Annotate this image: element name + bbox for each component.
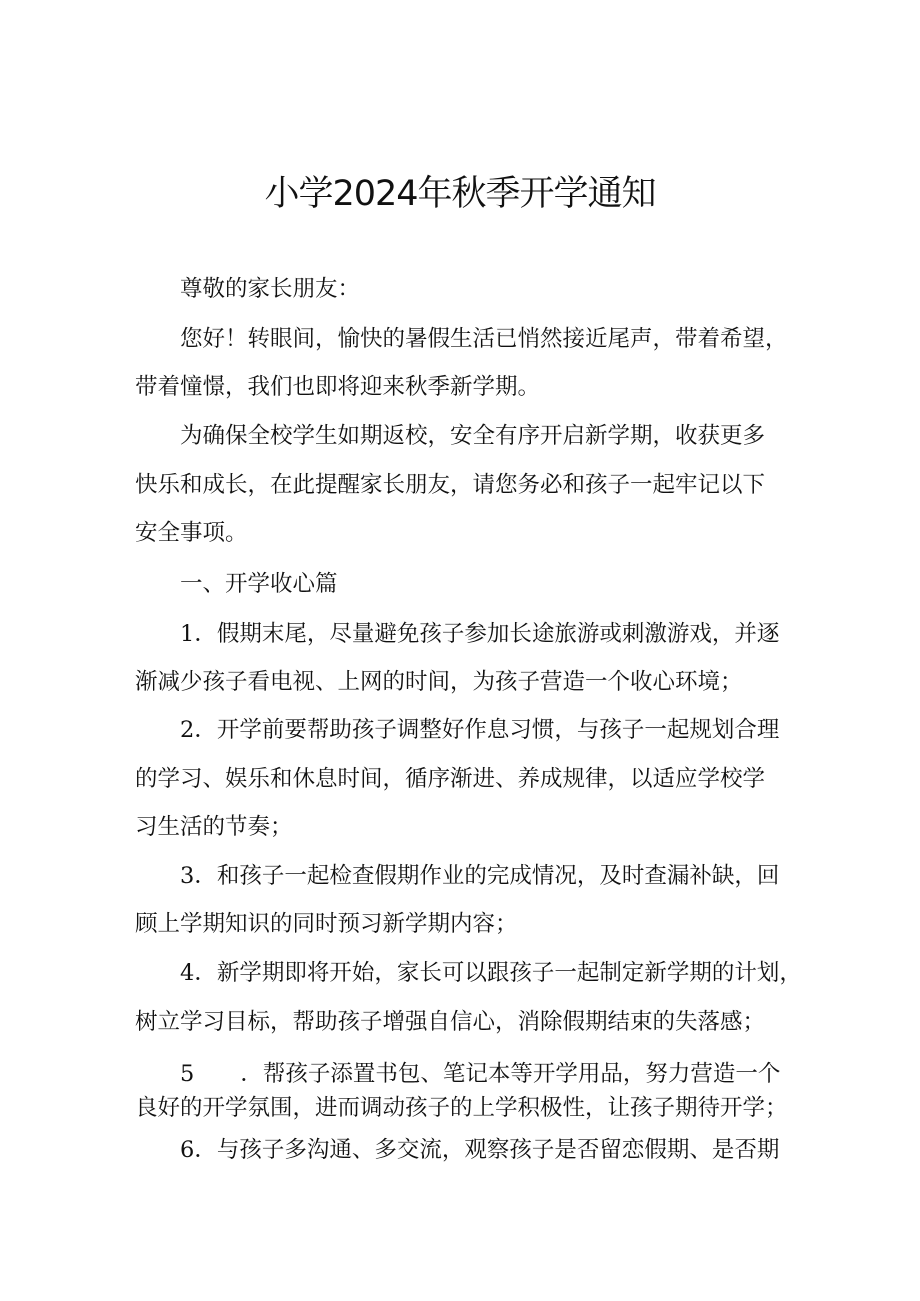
paragraph-line: 快乐和成长，在此提醒家长朋友，请您务必和孩子一起牢记以下 [135,472,766,498]
list-item-line [180,1133,779,1167]
item-number: 5 [180,1061,195,1087]
item-text: ．新学期即将开始，家长可以跟孩子一起制定新学期的计划， [194,960,802,986]
item-number: 2 [180,717,195,743]
list-item-line [180,617,779,651]
list-item-line [180,1057,780,1091]
list-item-line [180,859,779,893]
list-item-line: 的学习、娱乐和休息时间，循序渐进、养成规律，以适应学校学 [135,766,766,792]
item-number: 4 [180,960,195,986]
item-text: ．和孩子一起检查假期作业的完成情况，及时查漏补缺，回 [194,863,780,889]
item-text: ．假期末尾，尽量避免孩子参加长途旅游或刺激游戏，并逐 [194,621,780,647]
section-heading: 一、开学收心篇 [180,571,338,597]
item-number: 1 [180,621,195,647]
paragraph-line: 安全事项。 [135,520,248,546]
list-item-line: 渐减少孩子看电视、上网的时间，为孩子营造一个收心环境； [135,669,743,695]
item-text: ．帮孩子添置书包、笔记本等开学用品，努力营造一个 [240,1061,781,1087]
list-item-line [180,713,779,747]
paragraph-line: 为确保全校学生如期返校，安全有序开启新学期，收获更多 [180,423,766,449]
item-number: 3 [180,863,195,889]
paragraph-line: 您好！转眼间，愉快的暑假生活已悄然接近尾声，带着希望， [180,326,788,352]
document-title: 小学2024年秋季开学通知 [264,174,656,214]
item-number: 6 [180,1137,195,1163]
list-item-line: 良好的开学氛围，进而调动孩子的上学积极性，让孩子期待开学； [135,1095,788,1121]
paragraph-line: 带着憧憬，我们也即将迎来秋季新学期。 [135,374,541,400]
list-item-line: 顾上学期知识的同时预习新学期内容； [135,911,518,937]
list-item-line: 习生活的节奏； [135,814,293,840]
salutation: 尊敬的家长朋友： [180,276,361,302]
list-item-line [180,956,802,990]
item-text: ．开学前要帮助孩子调整好作息习惯，与孩子一起规划合理 [194,717,780,743]
item-text: ．与孩子多沟通、多交流，观察孩子是否留恋假期、是否期 [194,1137,780,1163]
list-item-line: 树立学习目标，帮助孩子增强自信心，消除假期结束的失落感； [135,1009,766,1035]
